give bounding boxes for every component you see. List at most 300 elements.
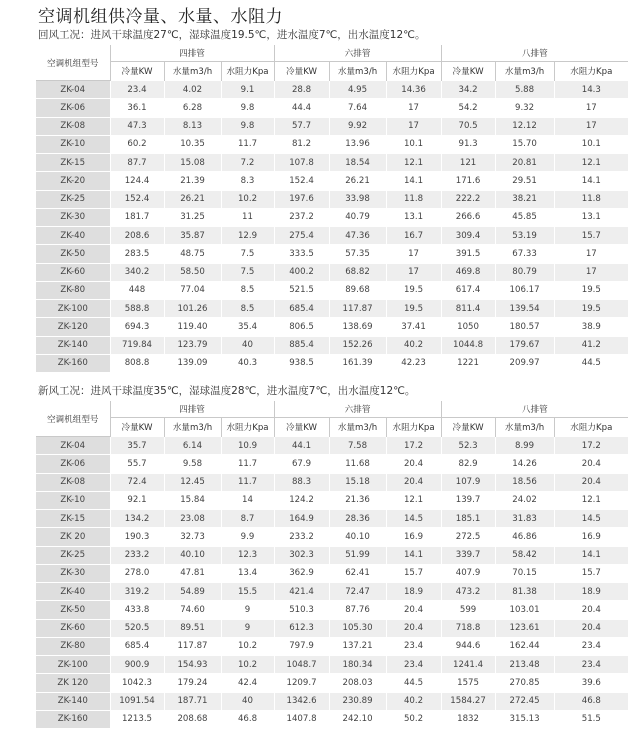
value-cell: 718.8 — [441, 619, 495, 637]
value-cell: 35.87 — [164, 227, 221, 245]
group-header-6row: 六排管 — [274, 401, 441, 418]
value-cell: 237.2 — [274, 208, 329, 226]
table-row — [36, 601, 628, 619]
value-cell: 68.82 — [329, 263, 386, 281]
value-cell: 7.5 — [221, 245, 274, 263]
value-cell: 45.85 — [495, 208, 554, 226]
table-body — [36, 437, 628, 729]
value-cell: 41.2 — [554, 336, 628, 354]
value-cell: 9.1 — [221, 81, 274, 99]
value-cell: 15.7 — [554, 227, 628, 245]
value-cell: 38.9 — [554, 318, 628, 336]
value-cell: 14.5 — [554, 510, 628, 528]
value-cell: 44.5 — [386, 674, 441, 692]
value-cell: 17.2 — [554, 437, 628, 455]
value-cell: 154.93 — [164, 656, 221, 674]
value-cell: 171.6 — [441, 172, 495, 190]
value-cell: 40.2 — [386, 692, 441, 710]
value-cell: 4.95 — [329, 81, 386, 99]
value-cell: 44.4 — [274, 99, 329, 117]
value-cell: 8.5 — [221, 281, 274, 299]
column-header: 水量m3/h — [495, 62, 554, 81]
column-header: 水量m3/h — [164, 62, 221, 81]
model-cell: ZK-08 — [36, 117, 110, 135]
value-cell: 15.84 — [164, 491, 221, 509]
model-header: 空调机组型号 — [36, 45, 110, 81]
value-cell: 40 — [221, 692, 274, 710]
value-cell: 19.5 — [386, 300, 441, 318]
model-cell: ZK-25 — [36, 546, 110, 564]
value-cell: 40 — [221, 336, 274, 354]
value-cell: 208.03 — [329, 674, 386, 692]
value-cell: 107.9 — [441, 473, 495, 491]
value-cell: 1221 — [441, 354, 495, 372]
model-cell: ZK-40 — [36, 583, 110, 601]
value-cell: 1050 — [441, 318, 495, 336]
value-cell: 134.2 — [110, 510, 164, 528]
value-cell: 272.5 — [441, 528, 495, 546]
model-cell: ZK-140 — [36, 336, 110, 354]
column-header: 冷量KW — [441, 62, 495, 81]
value-cell: 9 — [221, 619, 274, 637]
value-cell: 82.9 — [441, 455, 495, 473]
model-cell: ZK-40 — [36, 227, 110, 245]
value-cell: 87.76 — [329, 601, 386, 619]
model-cell: ZK-15 — [36, 154, 110, 172]
group-header-4row: 四排管 — [110, 45, 274, 62]
model-cell: ZK-50 — [36, 245, 110, 263]
fresh-air-condition: 新风工况：进风干球温度35℃，湿球温度28℃，进水温度7℃，出水温度12℃。 — [38, 385, 416, 397]
value-cell: 1342.6 — [274, 692, 329, 710]
value-cell: 433.8 — [110, 601, 164, 619]
value-cell: 37.41 — [386, 318, 441, 336]
value-cell: 521.5 — [274, 281, 329, 299]
value-cell: 152.4 — [110, 190, 164, 208]
fresh-air-spec-table — [36, 401, 628, 728]
value-cell: 31.83 — [495, 510, 554, 528]
value-cell: 11.7 — [221, 473, 274, 491]
value-cell: 14.3 — [554, 81, 628, 99]
value-cell: 6.14 — [164, 437, 221, 455]
model-cell: ZK-100 — [36, 656, 110, 674]
column-header: 水阻力Kpa — [554, 62, 628, 81]
value-cell: 23.4 — [554, 637, 628, 655]
value-cell: 20.4 — [386, 455, 441, 473]
value-cell: 719.84 — [110, 336, 164, 354]
value-cell: 124.4 — [110, 172, 164, 190]
value-cell: 101.26 — [164, 300, 221, 318]
model-cell: ZK-06 — [36, 99, 110, 117]
column-header: 冷量KW — [110, 418, 164, 437]
value-cell: 900.9 — [110, 656, 164, 674]
table-row — [36, 473, 628, 491]
value-cell: 35.7 — [110, 437, 164, 455]
table-row — [36, 583, 628, 601]
value-cell: 8.7 — [221, 510, 274, 528]
value-cell: 339.7 — [441, 546, 495, 564]
column-header: 水阻力Kpa — [554, 418, 628, 437]
table-row — [36, 437, 628, 455]
value-cell: 12.1 — [386, 154, 441, 172]
value-cell: 421.4 — [274, 583, 329, 601]
value-cell: 138.69 — [329, 318, 386, 336]
value-cell: 106.17 — [495, 281, 554, 299]
value-cell: 1584.27 — [441, 692, 495, 710]
value-cell: 12.3 — [221, 546, 274, 564]
value-cell: 9.58 — [164, 455, 221, 473]
value-cell: 123.79 — [164, 336, 221, 354]
value-cell: 340.2 — [110, 263, 164, 281]
value-cell: 185.1 — [441, 510, 495, 528]
value-cell: 8.5 — [221, 300, 274, 318]
column-header: 水量m3/h — [495, 418, 554, 437]
table-row — [36, 208, 628, 226]
table-row — [36, 300, 628, 318]
value-cell: 89.51 — [164, 619, 221, 637]
table-row — [36, 172, 628, 190]
table-row — [36, 674, 628, 692]
value-cell: 7.5 — [221, 263, 274, 281]
value-cell: 272.45 — [495, 692, 554, 710]
value-cell: 9 — [221, 601, 274, 619]
value-cell: 9.9 — [221, 528, 274, 546]
value-cell: 48.75 — [164, 245, 221, 263]
value-cell: 20.81 — [495, 154, 554, 172]
model-cell: ZK-10 — [36, 491, 110, 509]
value-cell: 8.3 — [221, 172, 274, 190]
value-cell: 18.54 — [329, 154, 386, 172]
value-cell: 266.6 — [441, 208, 495, 226]
table-row — [36, 281, 628, 299]
group-header-6row: 六排管 — [274, 45, 441, 62]
value-cell: 40.10 — [329, 528, 386, 546]
value-cell: 51.5 — [554, 710, 628, 728]
table-row — [36, 336, 628, 354]
model-cell: ZK-25 — [36, 190, 110, 208]
table-row — [36, 227, 628, 245]
value-cell: 119.40 — [164, 318, 221, 336]
value-cell: 121 — [441, 154, 495, 172]
value-cell: 4.02 — [164, 81, 221, 99]
value-cell: 14.1 — [386, 172, 441, 190]
value-cell: 47.3 — [110, 117, 164, 135]
value-cell: 17 — [554, 99, 628, 117]
model-cell: ZK 120 — [36, 674, 110, 692]
value-cell: 16.9 — [554, 528, 628, 546]
table-row — [36, 190, 628, 208]
value-cell: 1241.4 — [441, 656, 495, 674]
model-cell: ZK-140 — [36, 692, 110, 710]
value-cell: 40.2 — [386, 336, 441, 354]
value-cell: 36.1 — [110, 99, 164, 117]
model-cell: ZK-60 — [36, 263, 110, 281]
table-row — [36, 245, 628, 263]
value-cell: 35.4 — [221, 318, 274, 336]
value-cell: 92.1 — [110, 491, 164, 509]
value-cell: 588.8 — [110, 300, 164, 318]
value-cell: 612.3 — [274, 619, 329, 637]
value-cell: 400.2 — [274, 263, 329, 281]
table-row — [36, 354, 628, 372]
value-cell: 685.4 — [110, 637, 164, 655]
table-row — [36, 637, 628, 655]
column-header: 水量m3/h — [329, 62, 386, 81]
value-cell: 17 — [554, 263, 628, 281]
value-cell: 180.34 — [329, 656, 386, 674]
value-cell: 1213.5 — [110, 710, 164, 728]
value-cell: 139.09 — [164, 354, 221, 372]
value-cell: 162.44 — [495, 637, 554, 655]
value-cell: 473.2 — [441, 583, 495, 601]
value-cell: 10.35 — [164, 135, 221, 153]
value-cell: 333.5 — [274, 245, 329, 263]
value-cell: 17 — [386, 263, 441, 281]
value-cell: 26.21 — [329, 172, 386, 190]
model-cell: ZK-06 — [36, 455, 110, 473]
value-cell: 9.8 — [221, 117, 274, 135]
value-cell: 12.45 — [164, 473, 221, 491]
value-cell: 18.9 — [554, 583, 628, 601]
value-cell: 52.3 — [441, 437, 495, 455]
value-cell: 1832 — [441, 710, 495, 728]
value-cell: 28.36 — [329, 510, 386, 528]
value-cell: 180.57 — [495, 318, 554, 336]
model-cell: ZK-160 — [36, 710, 110, 728]
value-cell: 54.2 — [441, 99, 495, 117]
value-cell: 11.8 — [554, 190, 628, 208]
value-cell: 197.6 — [274, 190, 329, 208]
value-cell: 20.4 — [554, 473, 628, 491]
table-row — [36, 491, 628, 509]
value-cell: 19.5 — [386, 281, 441, 299]
value-cell: 107.8 — [274, 154, 329, 172]
value-cell: 15.70 — [495, 135, 554, 153]
table-row — [36, 117, 628, 135]
column-header: 水量m3/h — [329, 418, 386, 437]
model-cell: ZK-160 — [36, 354, 110, 372]
value-cell: 58.50 — [164, 263, 221, 281]
value-cell: 275.4 — [274, 227, 329, 245]
table-row — [36, 510, 628, 528]
table-row — [36, 656, 628, 674]
value-cell: 26.21 — [164, 190, 221, 208]
table-row — [36, 455, 628, 473]
value-cell: 23.4 — [386, 656, 441, 674]
value-cell: 510.3 — [274, 601, 329, 619]
value-cell: 270.85 — [495, 674, 554, 692]
value-cell: 40.3 — [221, 354, 274, 372]
value-cell: 14.1 — [554, 172, 628, 190]
value-cell: 88.3 — [274, 473, 329, 491]
return-air-condition: 回风工况：进风干球温度27℃，湿球温度19.5℃，进水温度7℃，出水温度12℃。 — [38, 29, 426, 41]
value-cell: 14.5 — [386, 510, 441, 528]
value-cell: 58.42 — [495, 546, 554, 564]
value-cell: 161.39 — [329, 354, 386, 372]
value-cell: 23.4 — [110, 81, 164, 99]
model-cell: ZK-08 — [36, 473, 110, 491]
value-cell: 7.2 — [221, 154, 274, 172]
group-header-8row: 八排管 — [441, 401, 628, 418]
table-row — [36, 318, 628, 336]
value-cell: 44.5 — [554, 354, 628, 372]
model-cell: ZK 20 — [36, 528, 110, 546]
value-cell: 16.7 — [386, 227, 441, 245]
value-cell: 617.4 — [441, 281, 495, 299]
value-cell: 24.02 — [495, 491, 554, 509]
value-cell: 9.32 — [495, 99, 554, 117]
column-header: 水量m3/h — [164, 418, 221, 437]
group-header-4row: 四排管 — [110, 401, 274, 418]
value-cell: 319.2 — [110, 583, 164, 601]
return-air-spec-table — [36, 45, 628, 372]
value-cell: 20.4 — [554, 455, 628, 473]
value-cell: 190.3 — [110, 528, 164, 546]
value-cell: 19.5 — [554, 300, 628, 318]
value-cell: 53.19 — [495, 227, 554, 245]
value-cell: 20.4 — [386, 473, 441, 491]
value-cell: 16.9 — [386, 528, 441, 546]
value-cell: 7.64 — [329, 99, 386, 117]
value-cell: 15.18 — [329, 473, 386, 491]
value-cell: 302.3 — [274, 546, 329, 564]
value-cell: 72.47 — [329, 583, 386, 601]
value-cell: 17 — [554, 117, 628, 135]
value-cell: 44.1 — [274, 437, 329, 455]
value-cell: 17 — [386, 117, 441, 135]
value-cell: 11.68 — [329, 455, 386, 473]
value-cell: 12.1 — [386, 491, 441, 509]
column-header: 水阻力Kpa — [386, 418, 441, 437]
value-cell: 47.81 — [164, 564, 221, 582]
value-cell: 15.7 — [554, 564, 628, 582]
value-cell: 20.4 — [554, 601, 628, 619]
value-cell: 123.61 — [495, 619, 554, 637]
value-cell: 81.2 — [274, 135, 329, 153]
model-cell: ZK-120 — [36, 318, 110, 336]
value-cell: 152.4 — [274, 172, 329, 190]
value-cell: 11.8 — [386, 190, 441, 208]
value-cell: 14 — [221, 491, 274, 509]
value-cell: 13.1 — [386, 208, 441, 226]
value-cell: 103.01 — [495, 601, 554, 619]
value-cell: 117.87 — [329, 300, 386, 318]
value-cell: 213.48 — [495, 656, 554, 674]
value-cell: 11 — [221, 208, 274, 226]
column-header: 冷量KW — [274, 418, 329, 437]
model-cell: ZK-10 — [36, 135, 110, 153]
column-header: 冷量KW — [274, 62, 329, 81]
page-title: 空调机组供冷量、水量、水阻力 — [38, 7, 283, 27]
value-cell: 17.2 — [386, 437, 441, 455]
value-cell: 10.2 — [221, 656, 274, 674]
group-header-8row: 八排管 — [441, 45, 628, 62]
value-cell: 139.54 — [495, 300, 554, 318]
value-cell: 19.5 — [554, 281, 628, 299]
value-cell: 20.4 — [386, 619, 441, 637]
value-cell: 10.9 — [221, 437, 274, 455]
value-cell: 62.41 — [329, 564, 386, 582]
value-cell: 10.1 — [386, 135, 441, 153]
value-cell: 806.5 — [274, 318, 329, 336]
value-cell: 18.56 — [495, 473, 554, 491]
value-cell: 407.9 — [441, 564, 495, 582]
value-cell: 31.25 — [164, 208, 221, 226]
value-cell: 10.2 — [221, 637, 274, 655]
value-cell: 80.79 — [495, 263, 554, 281]
value-cell: 72.4 — [110, 473, 164, 491]
value-cell: 67.9 — [274, 455, 329, 473]
table-row — [36, 135, 628, 153]
value-cell: 54.89 — [164, 583, 221, 601]
value-cell: 209.97 — [495, 354, 554, 372]
model-cell: ZK-80 — [36, 637, 110, 655]
value-cell: 20.4 — [554, 619, 628, 637]
model-cell: ZK-30 — [36, 208, 110, 226]
model-cell: ZK-15 — [36, 510, 110, 528]
value-cell: 57.7 — [274, 117, 329, 135]
value-cell: 42.4 — [221, 674, 274, 692]
value-cell: 55.7 — [110, 455, 164, 473]
value-cell: 14.36 — [386, 81, 441, 99]
value-cell: 15.08 — [164, 154, 221, 172]
column-header: 冷量KW — [110, 62, 164, 81]
value-cell: 152.26 — [329, 336, 386, 354]
value-cell: 233.2 — [110, 546, 164, 564]
value-cell: 1407.8 — [274, 710, 329, 728]
value-cell: 242.10 — [329, 710, 386, 728]
value-cell: 14.1 — [554, 546, 628, 564]
value-cell: 7.58 — [329, 437, 386, 455]
column-header-row — [36, 62, 628, 81]
value-cell: 8.99 — [495, 437, 554, 455]
value-cell: 21.39 — [164, 172, 221, 190]
value-cell: 70.5 — [441, 117, 495, 135]
model-cell: ZK-30 — [36, 564, 110, 582]
value-cell: 23.4 — [554, 656, 628, 674]
column-header: 水阻力Kpa — [386, 62, 441, 81]
table-row — [36, 263, 628, 281]
value-cell: 89.68 — [329, 281, 386, 299]
value-cell: 1042.3 — [110, 674, 164, 692]
value-cell: 81.38 — [495, 583, 554, 601]
column-header: 水阻力Kpa — [221, 62, 274, 81]
column-header: 水阻力Kpa — [221, 418, 274, 437]
column-header-row — [36, 418, 628, 437]
model-cell: ZK-20 — [36, 172, 110, 190]
table-body — [36, 81, 628, 373]
column-header: 冷量KW — [441, 418, 495, 437]
value-cell: 222.2 — [441, 190, 495, 208]
value-cell: 18.9 — [386, 583, 441, 601]
value-cell: 21.36 — [329, 491, 386, 509]
value-cell: 9.8 — [221, 99, 274, 117]
value-cell: 29.51 — [495, 172, 554, 190]
value-cell: 42.23 — [386, 354, 441, 372]
value-cell: 469.8 — [441, 263, 495, 281]
value-cell: 38.21 — [495, 190, 554, 208]
value-cell: 12.9 — [221, 227, 274, 245]
value-cell: 885.4 — [274, 336, 329, 354]
value-cell: 124.2 — [274, 491, 329, 509]
value-cell: 179.24 — [164, 674, 221, 692]
value-cell: 13.96 — [329, 135, 386, 153]
value-cell: 47.36 — [329, 227, 386, 245]
value-cell: 9.92 — [329, 117, 386, 135]
value-cell: 811.4 — [441, 300, 495, 318]
value-cell: 137.21 — [329, 637, 386, 655]
model-cell: ZK-50 — [36, 601, 110, 619]
value-cell: 13.4 — [221, 564, 274, 582]
